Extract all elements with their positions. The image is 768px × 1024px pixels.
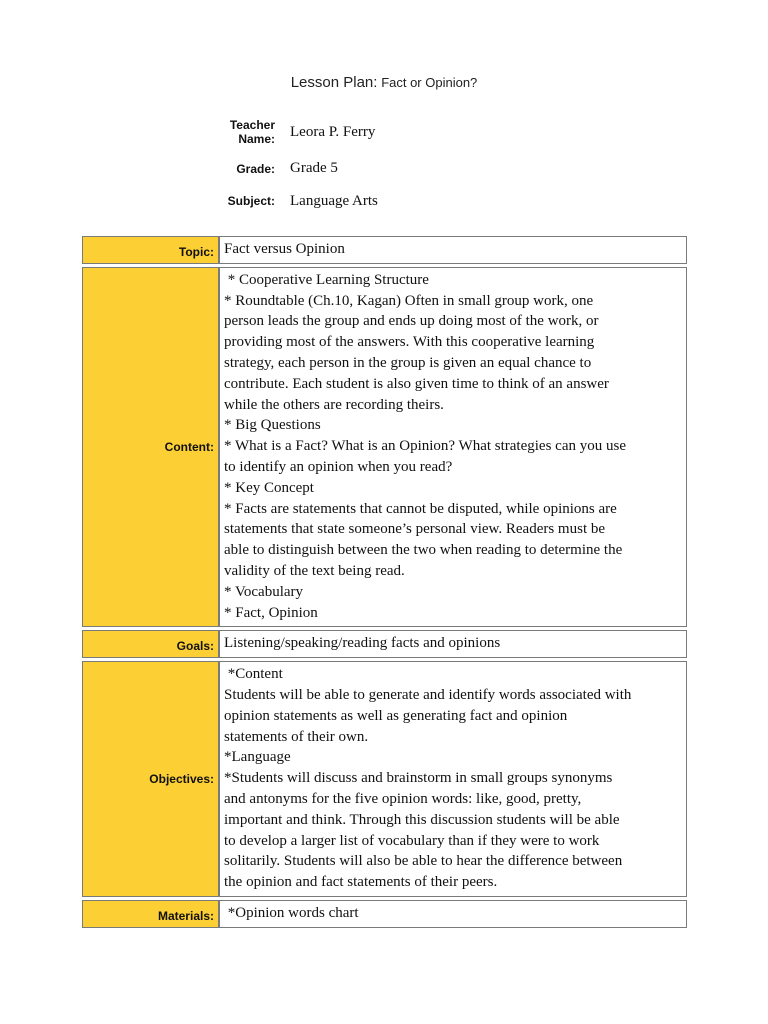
page-title bbox=[0, 74, 768, 92]
title-prefix: Lesson Plan: bbox=[290, 74, 378, 91]
text-line: opinion statements as well as generating fact and opinion bbox=[224, 707, 568, 724]
text-line: important and think. Through this discussion students will be able bbox=[224, 811, 620, 828]
text-line: strategy, each person in the group is given an equal chance to bbox=[224, 354, 592, 371]
row-objectives bbox=[82, 661, 687, 897]
text-line: person leads the group and ends up doing most of the work, or bbox=[224, 313, 599, 330]
text-line: * Facts are statements that cannot be disputed, while opinions are bbox=[224, 500, 617, 517]
subject-value: Language Arts bbox=[290, 193, 378, 209]
goals-value bbox=[219, 630, 687, 658]
materials-label: Materials: bbox=[82, 900, 219, 928]
teacher-name-value: Leora P. Ferry bbox=[290, 124, 376, 140]
text-line: * Cooperative Learning Structure bbox=[224, 271, 429, 288]
text-line: solitarily. Students will also be able to hear the difference between bbox=[224, 853, 623, 870]
text-line: validity of the text being read. bbox=[224, 562, 405, 579]
grade-value: Grade 5 bbox=[290, 160, 338, 176]
text-line: providing most of the answers. With this cooperative learning bbox=[224, 334, 595, 351]
text-line: able to distinguish between the two when reading to determine the bbox=[224, 542, 623, 559]
text-line: * Roundtable (Ch.10, Kagan) Often in small group work, one bbox=[224, 292, 594, 309]
text-line: * What is a Fact? What is an Opinion? What strategies can you use bbox=[224, 438, 626, 455]
text-line: and antonyms for the five opinion words: like, good, pretty, bbox=[224, 790, 582, 807]
row-topic bbox=[82, 236, 687, 264]
grade-label: Grade: bbox=[236, 162, 275, 176]
materials-value bbox=[219, 900, 687, 928]
goals-label: Goals: bbox=[82, 630, 219, 658]
lesson-plan-table bbox=[82, 233, 687, 931]
objectives-value bbox=[219, 661, 687, 897]
teacher-name-label: Teacher Name: bbox=[229, 118, 275, 146]
text-line: the opinion and fact statements of their peers. bbox=[224, 874, 498, 891]
subject-label: Subject: bbox=[227, 194, 275, 208]
row-content bbox=[82, 267, 687, 628]
row-materials bbox=[82, 900, 687, 928]
text-line: to identify an opinion when you read? bbox=[224, 458, 453, 475]
content-value bbox=[219, 267, 687, 628]
text-line: to develop a larger list of vocabulary than if they were to work bbox=[224, 832, 600, 849]
topic-label: Topic: bbox=[82, 236, 219, 264]
text-line: * Key Concept bbox=[224, 479, 314, 496]
text-line: *Language bbox=[224, 749, 291, 766]
lesson-plan-body bbox=[82, 236, 687, 928]
text-line: contribute. Each student is also given time to think of an answer bbox=[224, 375, 609, 392]
text-line: statements of their own. bbox=[224, 728, 369, 745]
text-line: *Opinion words chart bbox=[224, 904, 359, 921]
text-line: *Content bbox=[224, 666, 283, 683]
text-line: * Big Questions bbox=[224, 417, 321, 434]
objectives-label: Objectives: bbox=[82, 661, 219, 897]
text-line: Fact versus Opinion bbox=[224, 241, 345, 257]
text-line: Listening/speaking/reading facts and opinions bbox=[224, 635, 501, 652]
text-line: Students will be able to generate and identify words associated with bbox=[224, 686, 632, 703]
text-line: while the others are recording theirs. bbox=[224, 396, 444, 413]
text-line: * Fact, Opinion bbox=[224, 604, 318, 621]
content-label: Content: bbox=[82, 267, 219, 628]
row-goals bbox=[82, 630, 687, 658]
title-suffix: Fact or Opinion? bbox=[381, 75, 478, 90]
topic-value bbox=[219, 236, 687, 264]
text-line: statements that state someone’s personal view. Readers must be bbox=[224, 521, 606, 538]
text-line: * Vocabulary bbox=[224, 583, 304, 600]
text-line: *Students will discuss and brainstorm in small groups synonyms bbox=[224, 770, 613, 787]
